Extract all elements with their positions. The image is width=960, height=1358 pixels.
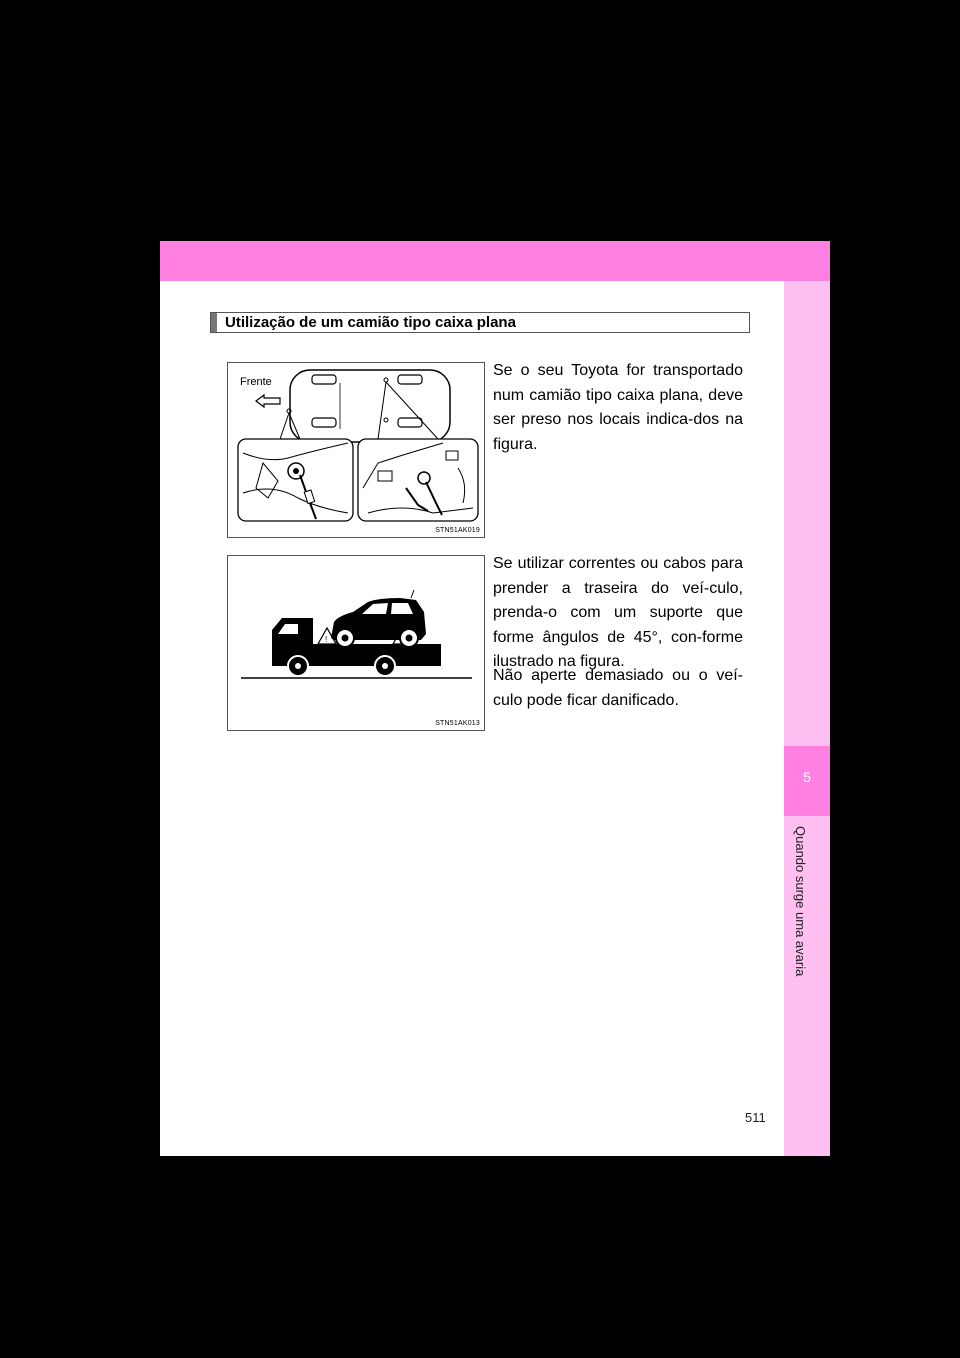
manual-page: 5 Quando surge uma avaria Utilização de um camião tipo caixa plana Frente STN51AK019 ! STN51AK013 Se o seu Toyota for transportado num camião tipo caixa plana, deve ser preso nos locais indica-dos na figura. Se utilizar correntes ou cabos para prender a traseira do veí-culo, prenda-o com um suporte que forme ângulos de 45°, con-forme ilustrado na figura. Não aperte demasiado ou o veí-culo pode ficar danificado. 511 <box>160 241 830 1156</box>
svg-text:!: ! <box>325 635 328 644</box>
paragraph-warning: Não aperte demasiado ou o veí-culo pode ficar danificado. <box>493 667 743 709</box>
figure-code: STN51AK013 <box>435 720 480 727</box>
paragraph-transport: Se o seu Toyota for transportado num camião tipo caixa plana, deve ser preso nos locais indica-dos na figura. <box>493 362 743 453</box>
paragraph-chains: Se utilizar correntes ou cabos para prender a traseira do veí-culo, prenda-o com um suporte que forme ângulos de 45°, con-forme ilustrado na figura. <box>493 555 743 670</box>
section-title: Utilização de um camião tipo caixa plana <box>225 314 516 331</box>
tie-down-figure <box>227 362 485 538</box>
figure-code: STN51AK019 <box>435 527 480 534</box>
section-header-marker <box>211 313 217 332</box>
chapter-sidebar <box>784 281 830 1156</box>
flatbed-truck-figure <box>227 555 485 731</box>
tie-down-illustration <box>228 363 484 537</box>
section-header <box>210 312 750 333</box>
flatbed-truck-illustration <box>228 556 484 730</box>
page-number: 511 <box>745 1110 766 1125</box>
front-label: Frente <box>240 376 272 388</box>
header-band <box>160 241 830 281</box>
chapter-number: 5 <box>803 769 811 785</box>
